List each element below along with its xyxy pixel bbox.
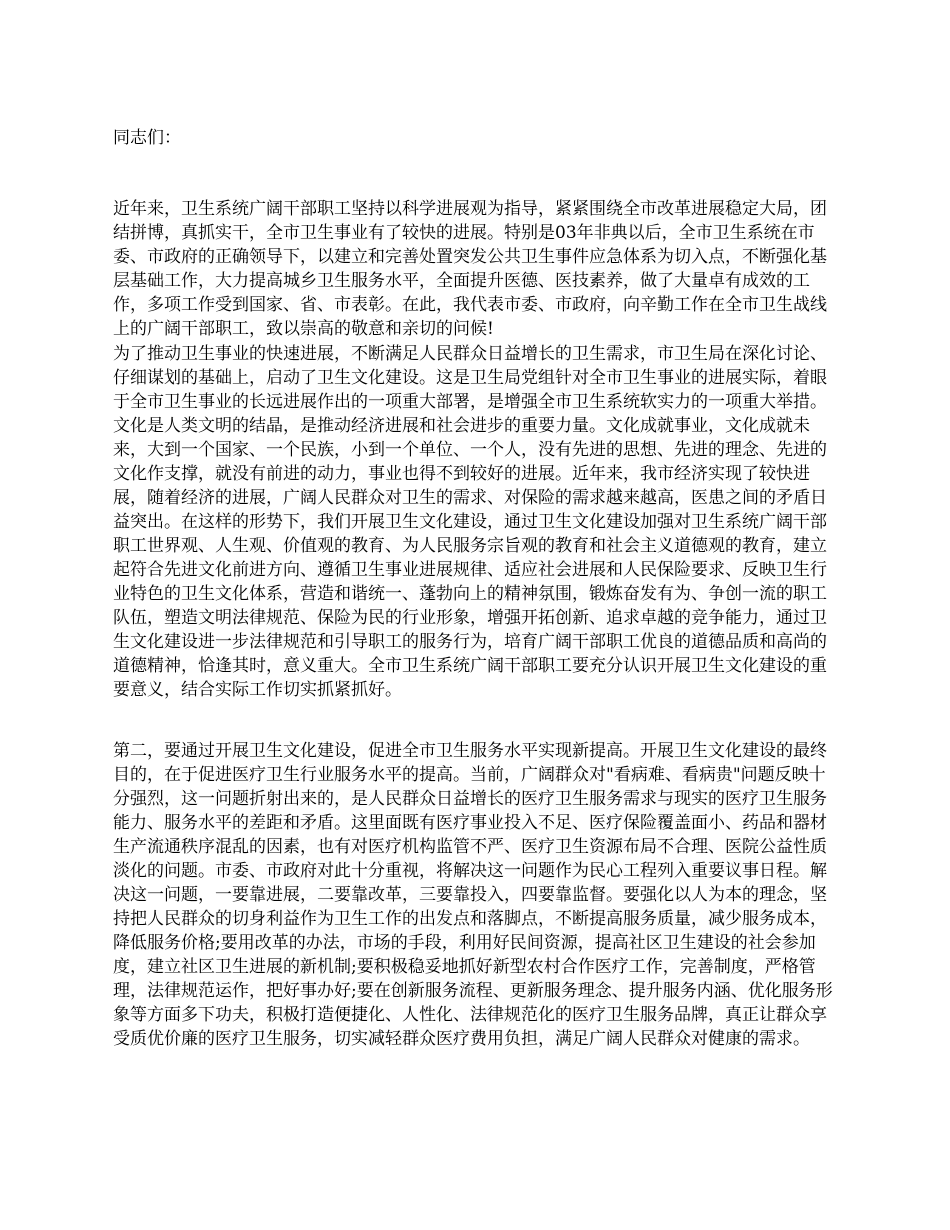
paragraph-culture: 为了推动卫生事业的快速进展，不断满足人民群众日益增长的卫生需求，市卫生局在深化讨论、仔细谋划的基础上，启动了卫生文化建设。这是卫生局党组针对全市卫生事业的进展实际，着眼于全市卫生事业的长远进展作出的一项重大部署，是增强全市卫生系统软实力的一项重大举措。文化是人类文明的结晶，是推动经济进展和社会进步的重要力量。文化成就事业，文化成就未来，大到一个国家、一个民族，小到一个单位、一个人，没有先进的思想、先进的理念、先进的文化作支撑，就没有前进的动力，事业也得不到较好的进展。近年来，我市经济实现了较快进展，随着经济的进展，广阔人民群众对卫生的需求、对保险的需求越来越高，医患之间的矛盾日益突出。在这样的形势下，我们开展卫生文化建设，通过卫生文化建设加强对卫生系统广阔干部职工世界观、人生观、价值观的教育、为人民服务宗旨观的教育和社会主义道德观的教育，建立起符合先进文化前进方向、遵循卫生事业进展规律、适应社会进展和人民保险要求、反映卫生行业特色的卫生文化体系，营造和谐统一、蓬勃向上的精神氛围，锻炼奋发有为、争创一流的职工队伍，塑造文明法律规范、保险为民的行业形象，增强开拓创新、追求卓越的竞争能力，通过卫生文化建设进一步法律规范和引导职工的服务行为，培育广阔干部职工优良的道德品质和高尚的道德精神，恰逢其时，意义重大。全市卫生系统广阔干部职工要充分认识开展卫生文化建设的重要意义，结合实际工作切实抓紧抓好。 xyxy=(113,344,827,700)
paragraph-intro: 近年来，卫生系统广阔干部职工坚持以科学进展观为指导，紧紧围绕全市改革进展稳定大局，团结拼博，真抓实干，全市卫生事业有了较快的进展。特别是03年非典以后，全市卫生系统在市委、市政府的正确领导下，以建立和完善处置突发公共卫生事件应急体系为切入点，不断强化基层基础工作，大力提高城乡卫生服务水平，全面提升医德、医技素养，做了大量卓有成效的工作，多项工作受到国家、省、市表彰。在此，我代表市委、市政府，向辛勤工作在全市卫生战线上的广阔干部职工，致以崇高的敬意和亲切的问候! xyxy=(113,199,827,339)
paragraph-second-point: 第二，要通过开展卫生文化建设，促进全市卫生服务水平实现新提高。开展卫生文化建设的最终目的，在于促进医疗卫生行业服务水平的提高。当前，广阔群众对"看病难、看病贵"问题反映十分强烈，这一问题折射出来的，是人民群众日益增长的医疗卫生服务需求与现实的医疗卫生服务能力、服务水平的差距和矛盾。这里面既有医疗事业投入不足、医疗保险覆盖面小、药品和器材生产流通秩序混乱的因素，也有对医疗机构监管不严、医疗卫生资源布局不合理、医院公益性质淡化的问题。市委、市政府对此十分重视，将解决这一问题作为民心工程列入重要议事日程。解决这一问题，一要靠进展，二要靠改革，三要靠投入，四要靠监督。要强化以人为本的理念，坚持把人民群众的切身利益作为卫生工作的出发点和落脚点，不断提高服务质量，减少服务成本，降低服务价格;要用改革的办法，市场的手段，利用好民间资源，提高社区卫生建设的社会参加度，建立社区卫生进展的新机制;要积极稳妥地抓好新型农村合作医疗工作，完善制度，严格管理，法律规范运作，把好事办好;要在创新服务流程、更新服务理念、提升服务内涵、优化服务形象等方面多下功夫，积极打造便捷化、人性化、法律规范化的医疗卫生服务品牌，真正让群众享受质优价廉的医疗卫生服务，切实减轻群众医疗费用负担，满足广阔人民群众对健康的需求。 xyxy=(113,741,833,1049)
salutation: 同志们： xyxy=(113,128,181,148)
